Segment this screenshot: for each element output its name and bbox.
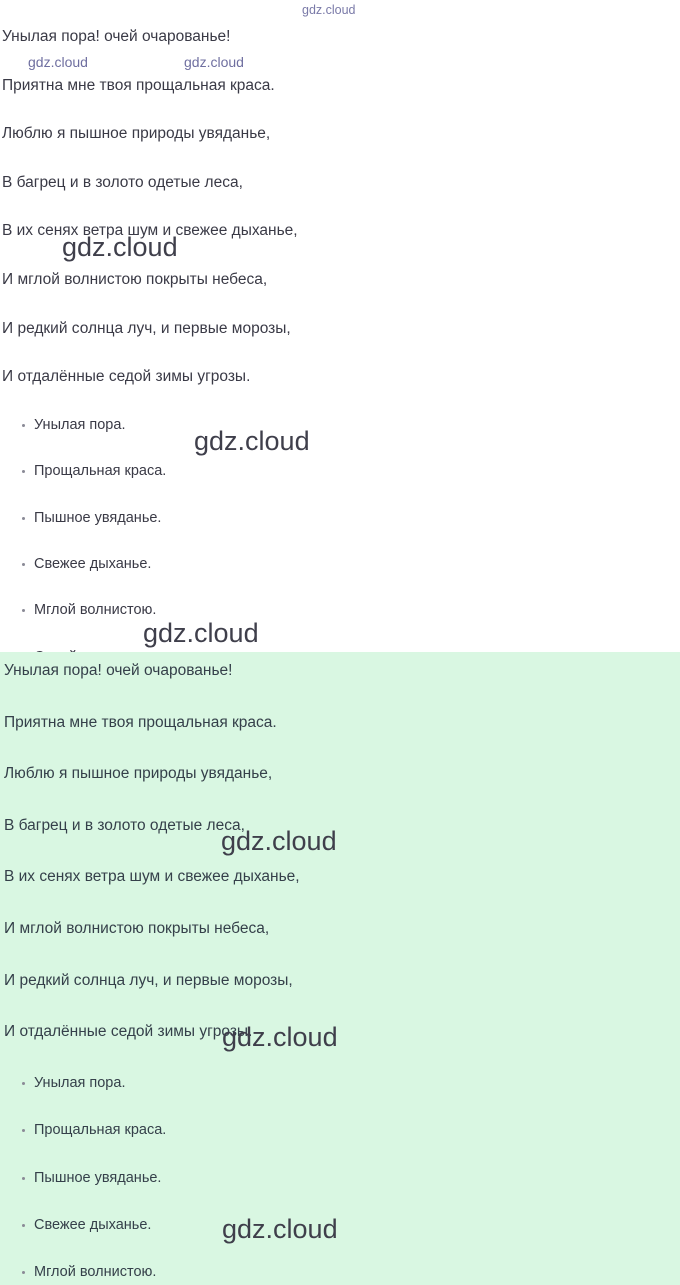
list-item: Мглой волнистою. [0, 1264, 680, 1281]
list-item: Прощальная краса. [0, 1122, 680, 1139]
list-item: Прощальная краса. [0, 463, 680, 480]
watermark: gdz.cloud [143, 618, 259, 648]
poem-line: И отдалённые седой зимы угрозы. [2, 368, 251, 386]
list-item: Свежее дыханье. [0, 556, 680, 573]
poem-line: В багрец и в золото одетые леса, [4, 816, 245, 834]
poem-line: Люблю я пышное природы увяданье, [4, 765, 273, 783]
watermark: gdz.cloud [28, 54, 88, 70]
answer-list [0, 417, 680, 666]
list-item: Пышное увяданье. [0, 1170, 680, 1187]
answer-list [0, 1075, 680, 1282]
list-item: Унылая пора. [0, 417, 680, 434]
watermark: gdz.cloud [302, 3, 356, 17]
list-item: Унылая пора. [0, 1075, 680, 1092]
poem-line: И мглой волнистою покрыты небеса, [4, 919, 270, 937]
watermark: gdz.cloud [62, 232, 178, 262]
list-item: Свежее дыханье. [0, 1217, 680, 1234]
poem-line: Унылая пора! очей очарованье! [2, 28, 231, 45]
watermark: gdz.cloud [184, 54, 244, 70]
watermark: gdz.cloud [222, 1214, 338, 1244]
poem-line: И редкий солнца луч, и первые морозы, [2, 319, 291, 337]
poem-line: В багрец и в золото одетые леса, [2, 173, 243, 191]
watermark: gdz.cloud [221, 826, 337, 856]
watermark: gdz.cloud [194, 426, 310, 456]
list-item: Пышное увяданье. [0, 510, 680, 527]
poem-line: Люблю я пышное природы увяданье, [2, 125, 271, 143]
list-item: Мглой волнистою. [0, 602, 680, 619]
poem-line: И редкий солнца луч, и первые морозы, [4, 971, 293, 989]
poem-line: В их сенях ветра шум и свежее дыханье, [2, 222, 298, 240]
poem-line: Унылая пора! очей очарованье! [4, 662, 233, 679]
poem-line: Приятна мне твоя прощальная краса. [4, 713, 277, 731]
poem-line: И отдалённые седой зимы угрозы. [4, 1023, 253, 1041]
watermark: gdz.cloud [222, 1022, 338, 1052]
poem-line: В их сенях ветра шум и свежее дыханье, [4, 868, 300, 886]
poem-line: И мглой волнистою покрыты небеса, [2, 270, 268, 288]
poem-line: Приятна мне твоя прощальная краса. [2, 76, 275, 94]
poem-section-highlighted [0, 652, 680, 1285]
